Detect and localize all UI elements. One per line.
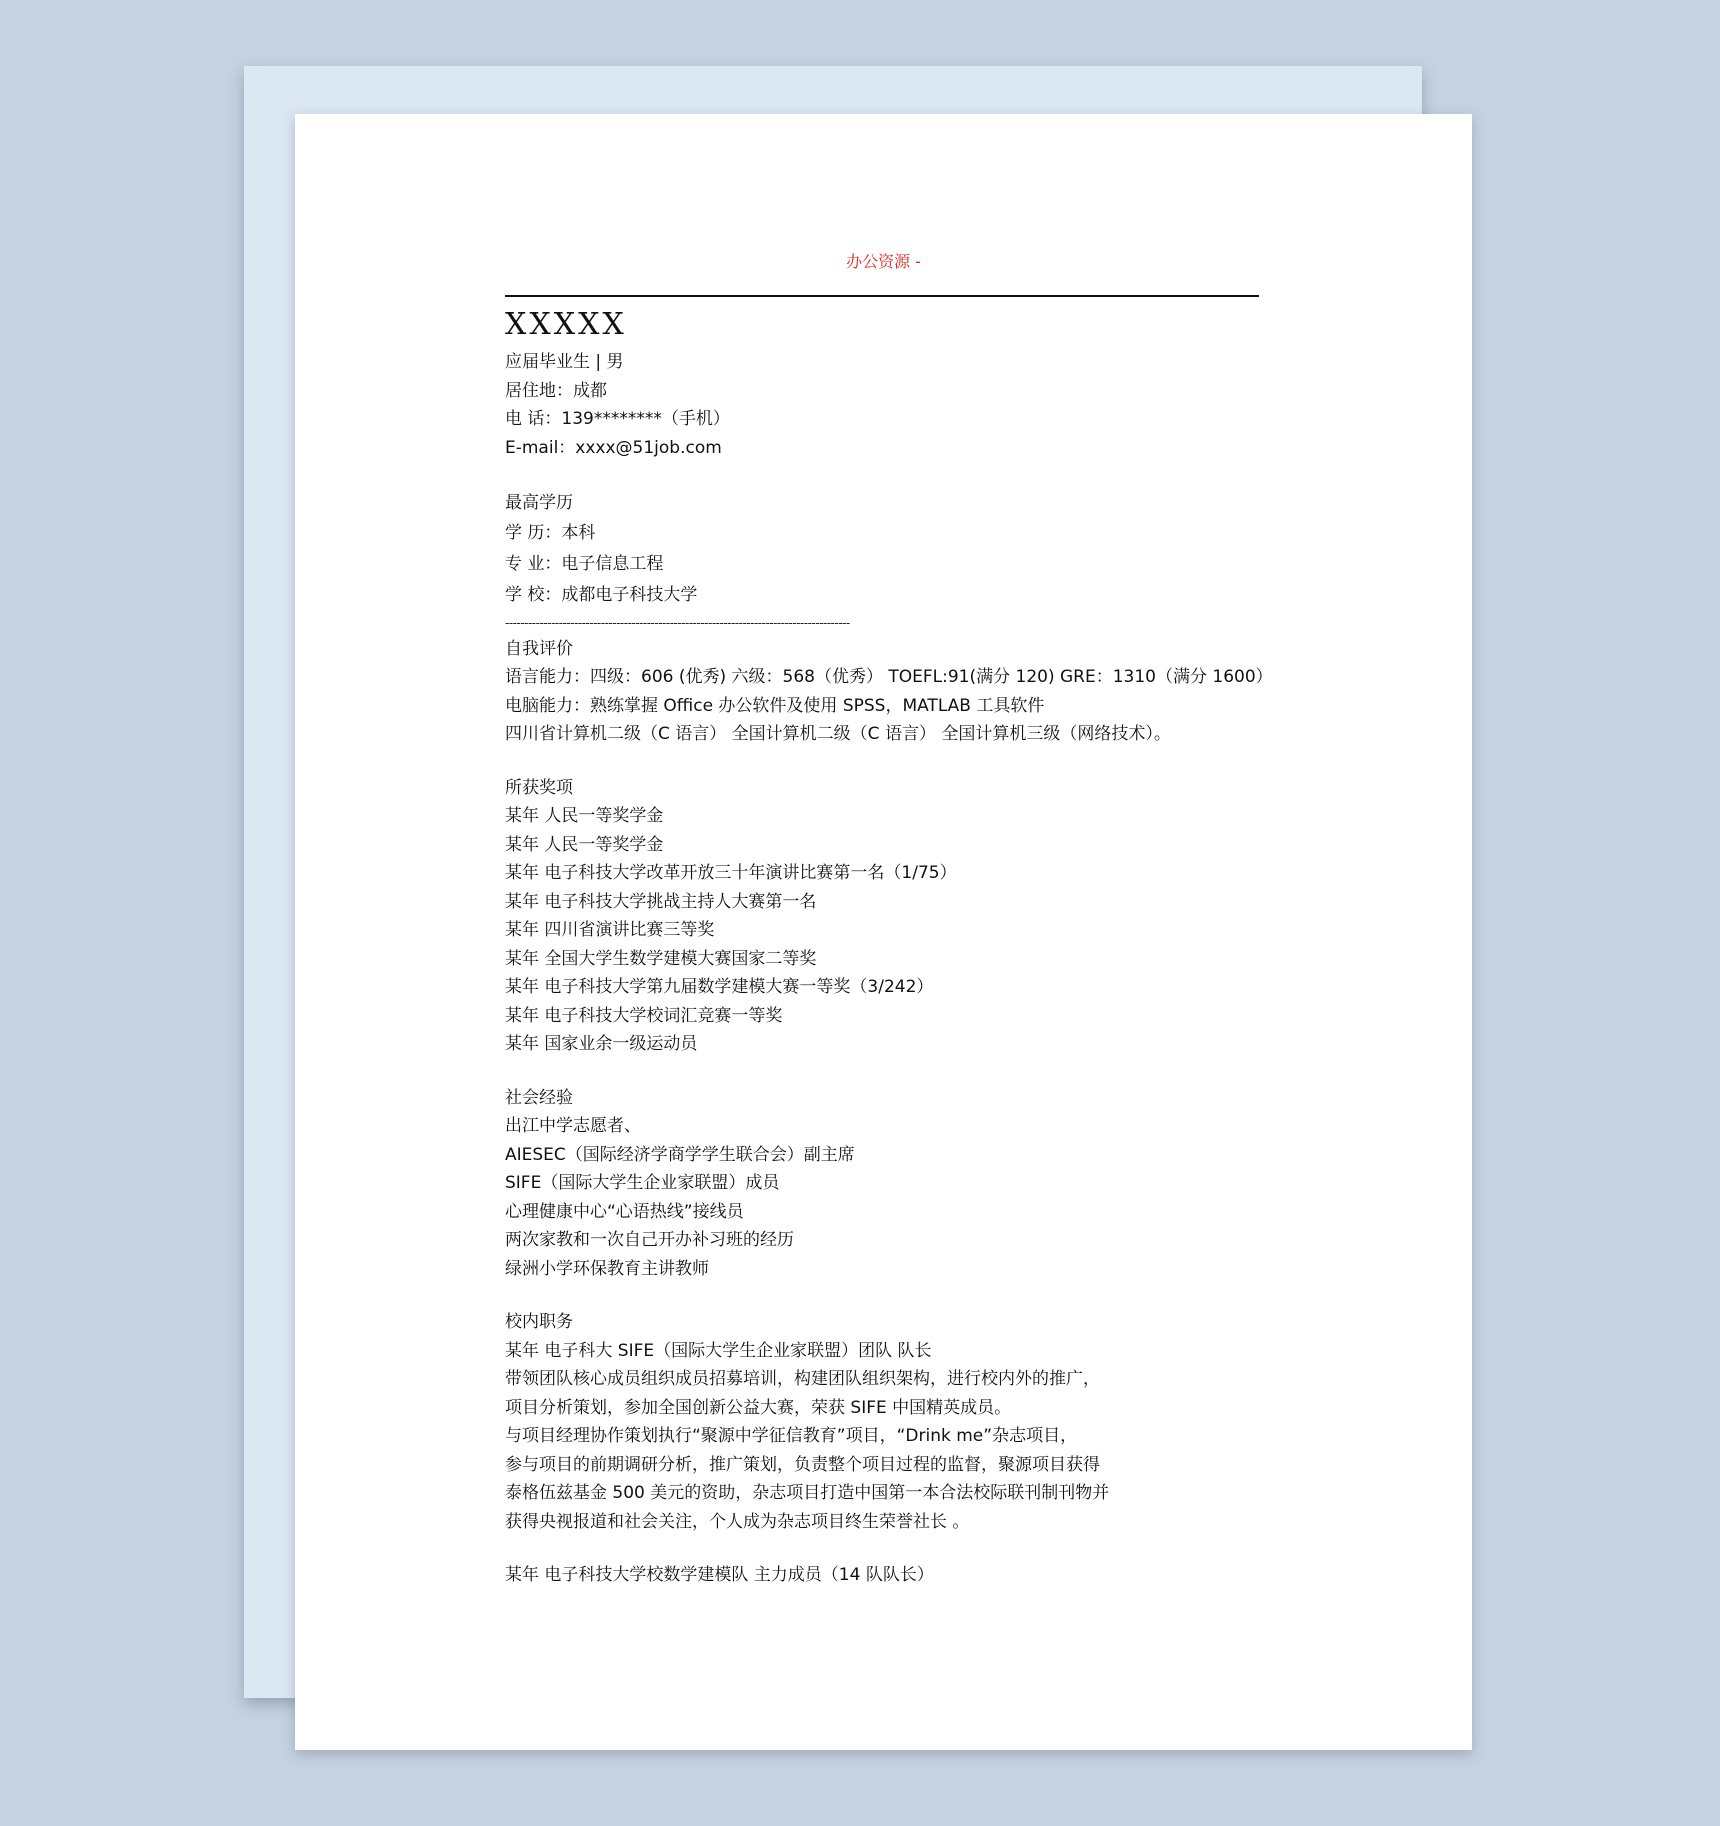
spacer bbox=[505, 462, 1285, 489]
social-item: AIESEC（国际经济学商学学生联合会）副主席 bbox=[505, 1144, 855, 1165]
social-item: 心理健康中心“心语热线”接线员 bbox=[505, 1201, 744, 1222]
campus-item-math-team: 某年 电子科技大学校数学建模队 主力成员（14 队队长） bbox=[505, 1565, 934, 1585]
resume-content bbox=[505, 302, 1285, 1590]
award-item: 某年 人民一等奖学金 bbox=[505, 806, 664, 826]
basic-info-section bbox=[505, 348, 1285, 462]
info-line-phone: 电 话：139********（手机） bbox=[505, 409, 730, 429]
social-title: 社会经验 bbox=[505, 1087, 573, 1108]
award-item: 某年 电子科技大学挑战主持人大赛第一名 bbox=[505, 891, 817, 912]
social-section bbox=[505, 1084, 1285, 1284]
campus-item: 带领团队核心成员组织成员招募培训，构建团队组织架构，进行校内外的推广， bbox=[505, 1369, 1100, 1389]
awards-title: 所获奖项 bbox=[505, 777, 573, 798]
award-item: 某年 四川省演讲比赛三等奖 bbox=[505, 920, 715, 940]
resume-page bbox=[295, 114, 1472, 1750]
self-eval-title: 自我评价 bbox=[505, 638, 573, 659]
page-header-text: 办公资源 - bbox=[846, 252, 921, 271]
applicant-name: XXXXX bbox=[505, 307, 627, 342]
campus-section bbox=[505, 1308, 1285, 1536]
spacer bbox=[505, 1059, 1285, 1084]
education-degree: 学 历：本科 bbox=[505, 522, 596, 543]
header-rule bbox=[505, 295, 1259, 297]
campus-item: 参与项目的前期调研分析，推广策划，负责整个项目过程的监督，聚源项目获得 bbox=[505, 1454, 1100, 1475]
social-item: SIFE（国际大学生企业家联盟）成员 bbox=[505, 1173, 780, 1193]
campus-item: 与项目经理协作策划执行“聚源中学征信教育”项目，“Drink me”杂志项目， bbox=[505, 1426, 1078, 1446]
education-section bbox=[505, 489, 1285, 611]
info-line-email: E-mail：xxxx@51job.com bbox=[505, 437, 722, 458]
info-line-status: 应届毕业生 | 男 bbox=[505, 352, 624, 372]
award-item: 某年 电子科技大学改革开放三十年演讲比赛第一名（1/75） bbox=[505, 863, 957, 883]
spacer bbox=[505, 1283, 1285, 1308]
award-item: 某年 电子科技大学第九届数学建模大赛一等奖（3/242） bbox=[505, 977, 934, 997]
spacer bbox=[505, 749, 1285, 774]
campus-title: 校内职务 bbox=[505, 1312, 573, 1332]
campus-item: 获得央视报道和社会关注，个人成为杂志项目终生荣誉社长 。 bbox=[505, 1511, 970, 1532]
spacer bbox=[505, 1536, 1285, 1561]
self-eval-computer: 电脑能力：熟练掌握 Office 办公软件及使用 SPSS，MATLAB 工具软件 bbox=[505, 695, 1045, 716]
campus-item: 项目分析策划，参加全国创新公益大赛，荣获 SIFE 中国精英成员。 bbox=[505, 1397, 1012, 1418]
award-item: 某年 全国大学生数学建模大赛国家二等奖 bbox=[505, 948, 817, 969]
self-eval-section bbox=[505, 635, 1285, 749]
dashed-divider: ------------------------------------------------------------------------------------------ bbox=[505, 615, 850, 630]
info-line-residence: 居住地：成都 bbox=[505, 380, 607, 401]
award-item: 某年 电子科技大学校词汇竞赛一等奖 bbox=[505, 1005, 783, 1026]
education-school: 学 校：成都电子科技大学 bbox=[505, 584, 698, 605]
social-item: 两次家教和一次自己开办补习班的经历 bbox=[505, 1230, 794, 1250]
social-item: 出江中学志愿者、 bbox=[505, 1116, 641, 1136]
awards-section bbox=[505, 774, 1285, 1059]
campus-item: 某年 电子科大 SIFE（国际大学生企业家联盟）团队 队长 bbox=[505, 1340, 932, 1361]
self-eval-certificates: 四川省计算机二级（C 语言） 全国计算机二级（C 语言） 全国计算机三级（网络技术）。 bbox=[505, 724, 1171, 744]
education-title: 最高学历 bbox=[505, 493, 573, 513]
award-item: 某年 人民一等奖学金 bbox=[505, 834, 664, 855]
campus-item: 泰格伍兹基金 500 美元的资助，杂志项目打造中国第一本合法校际联刊制刊物并 bbox=[505, 1483, 1110, 1503]
self-eval-language: 语言能力：四级：606 (优秀) 六级：568（优秀） TOEFL:91(满分 120) GRE：1310（满分 1600） bbox=[505, 667, 1273, 687]
social-item: 绿洲小学环保教育主讲教师 bbox=[505, 1258, 709, 1279]
education-major: 专 业：电子信息工程 bbox=[505, 553, 664, 574]
award-item: 某年 国家业余一级运动员 bbox=[505, 1034, 698, 1054]
